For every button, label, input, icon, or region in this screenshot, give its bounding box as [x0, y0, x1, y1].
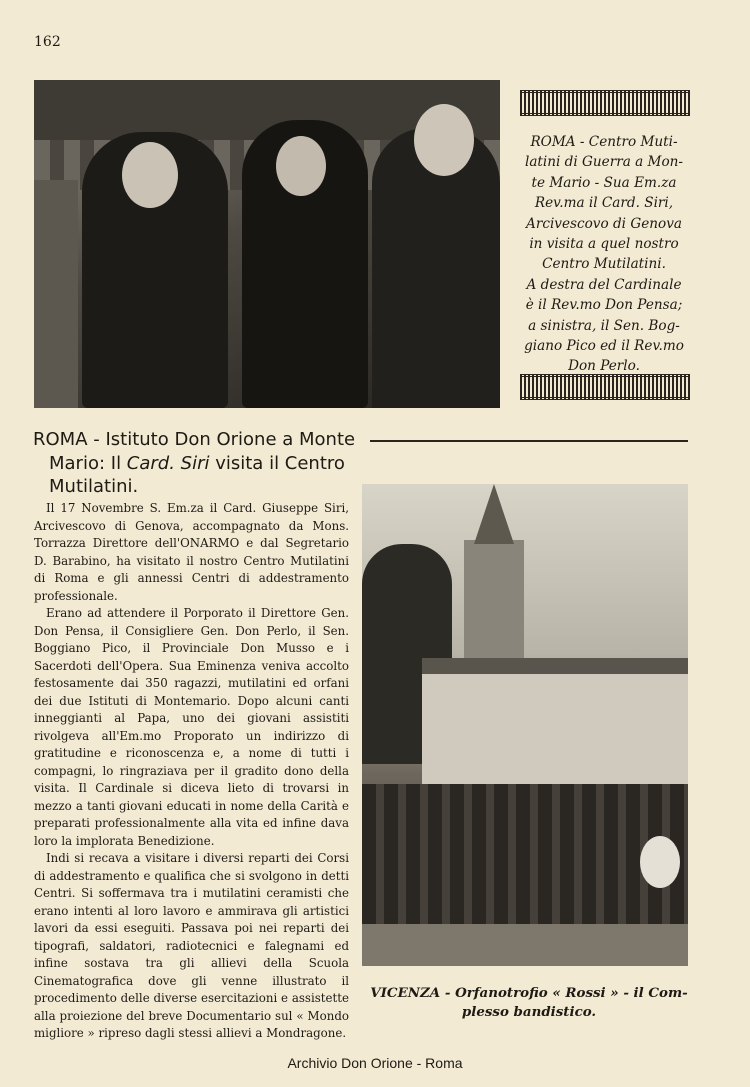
ornament-top: [520, 90, 690, 116]
headline-emphasis: Card. Siri: [126, 452, 210, 474]
caption-line: è il Rev.mo Don Pensa;: [525, 297, 683, 314]
band-photo-caption: [362, 984, 696, 1022]
headline-text: Mario: Il: [49, 452, 127, 474]
caption-line: VICENZA - Orfanotrofio « Rossi » - il Com-: [370, 985, 688, 1001]
article-headline: [33, 428, 363, 499]
caption-line: A destra del Cardinale: [526, 276, 682, 293]
article-body: [34, 500, 349, 1043]
ornament-bottom: [520, 374, 690, 400]
caption-line: Arcivescovo di Genova: [526, 215, 682, 232]
page-number: 162: [34, 34, 61, 50]
article-paragraph: Il 17 Novembre S. Em.za il Card. Giuseppe Siri, Arcivescovo di Genova, accompagnato da Mons. Torrazza Direttore dell'ONARMO e dal Segretario D. Barabino, ha visitato il nostro Centro Mutilatini di Roma e gli annessi Centri di addestramento professionale.: [34, 501, 349, 603]
cardinal-visit-photo: [34, 80, 500, 408]
caption-line: giano Pico ed il Rev.mo: [524, 338, 684, 355]
headline-line-2: [33, 452, 363, 476]
caption-line: te Mario - Sua Em.za: [531, 174, 677, 191]
headline-line-1: ROMA - Istituto Don Orione a Monte: [33, 429, 356, 450]
caption-line: plesso bandistico.: [461, 1004, 597, 1020]
caption-line: latini di Guerra a Mon-: [524, 154, 683, 171]
headline-text: visita il Centro: [209, 452, 345, 474]
caption-line: Don Perlo.: [568, 358, 640, 375]
caption-line: ROMA - Centro Muti-: [530, 134, 678, 150]
top-photo-caption: [506, 132, 702, 377]
article-paragraph: Erano ad attendere il Porporato il Direttore Gen. Don Pensa, il Consigliere Gen. Don Perlo, il Sen. Boggiano Pico, il Provinciale Don Musso e i Sacerdoti dell'Opera. Sua Eminenza veniva accolto festosamente dai 350 ragazzi, mutilatini ed orfani dei due Istituti di Montemario. Dopo alcuni canti inneggianti al Papa, uno dei giovani assistiti rivolgeva all'Em.mo Proporato un indirizzo di gratitudine e riconoscenza e, a nome di tutti i compagni, lo ringraziava per il gradito dono della visita. Il Cardinale si diceva lieto di trovarsi in mezzo a tanti giovani educati in nome della Carità e preparati professionalmente alla vita ed infine dava loro la implorata Benedizione.: [34, 606, 349, 848]
caption-line: Rev.ma il Card. Siri,: [534, 195, 674, 212]
caption-line: in visita a quel nostro: [529, 236, 679, 253]
caption-line: a sinistra, il Sen. Bog-: [528, 317, 680, 334]
headline-line-3: Mutilatini.: [49, 476, 139, 497]
article-paragraph: Indi si recava a visitare i diversi reparti dei Corsi di addestramento e qualifica che si svolgono in detti Centri. Si soffermava tra i mutilatini ceramisti che erano intenti al loro lavoro e ammirava gli artistici lavori da essi eseguiti. Passava poi nei reparti dei tipografi, saldatori, radiotecnici e falegnami ed infine sostava tra gli allievi della Scuola Cinematografica dove gli venne illustrato il procedimento delle diverse esercitazioni e assistette alla proiezione del breve Documentario sul « Mondo migliore » ripreso dagli stessi allievi a Mondragone.: [34, 851, 349, 1040]
caption-line: Centro Mutilatini.: [542, 256, 666, 273]
band-photo: [362, 484, 688, 966]
headline-rule: [370, 440, 688, 442]
archive-footer: Archivio Don Orione - Roma: [287, 1055, 463, 1071]
building: [422, 668, 688, 798]
